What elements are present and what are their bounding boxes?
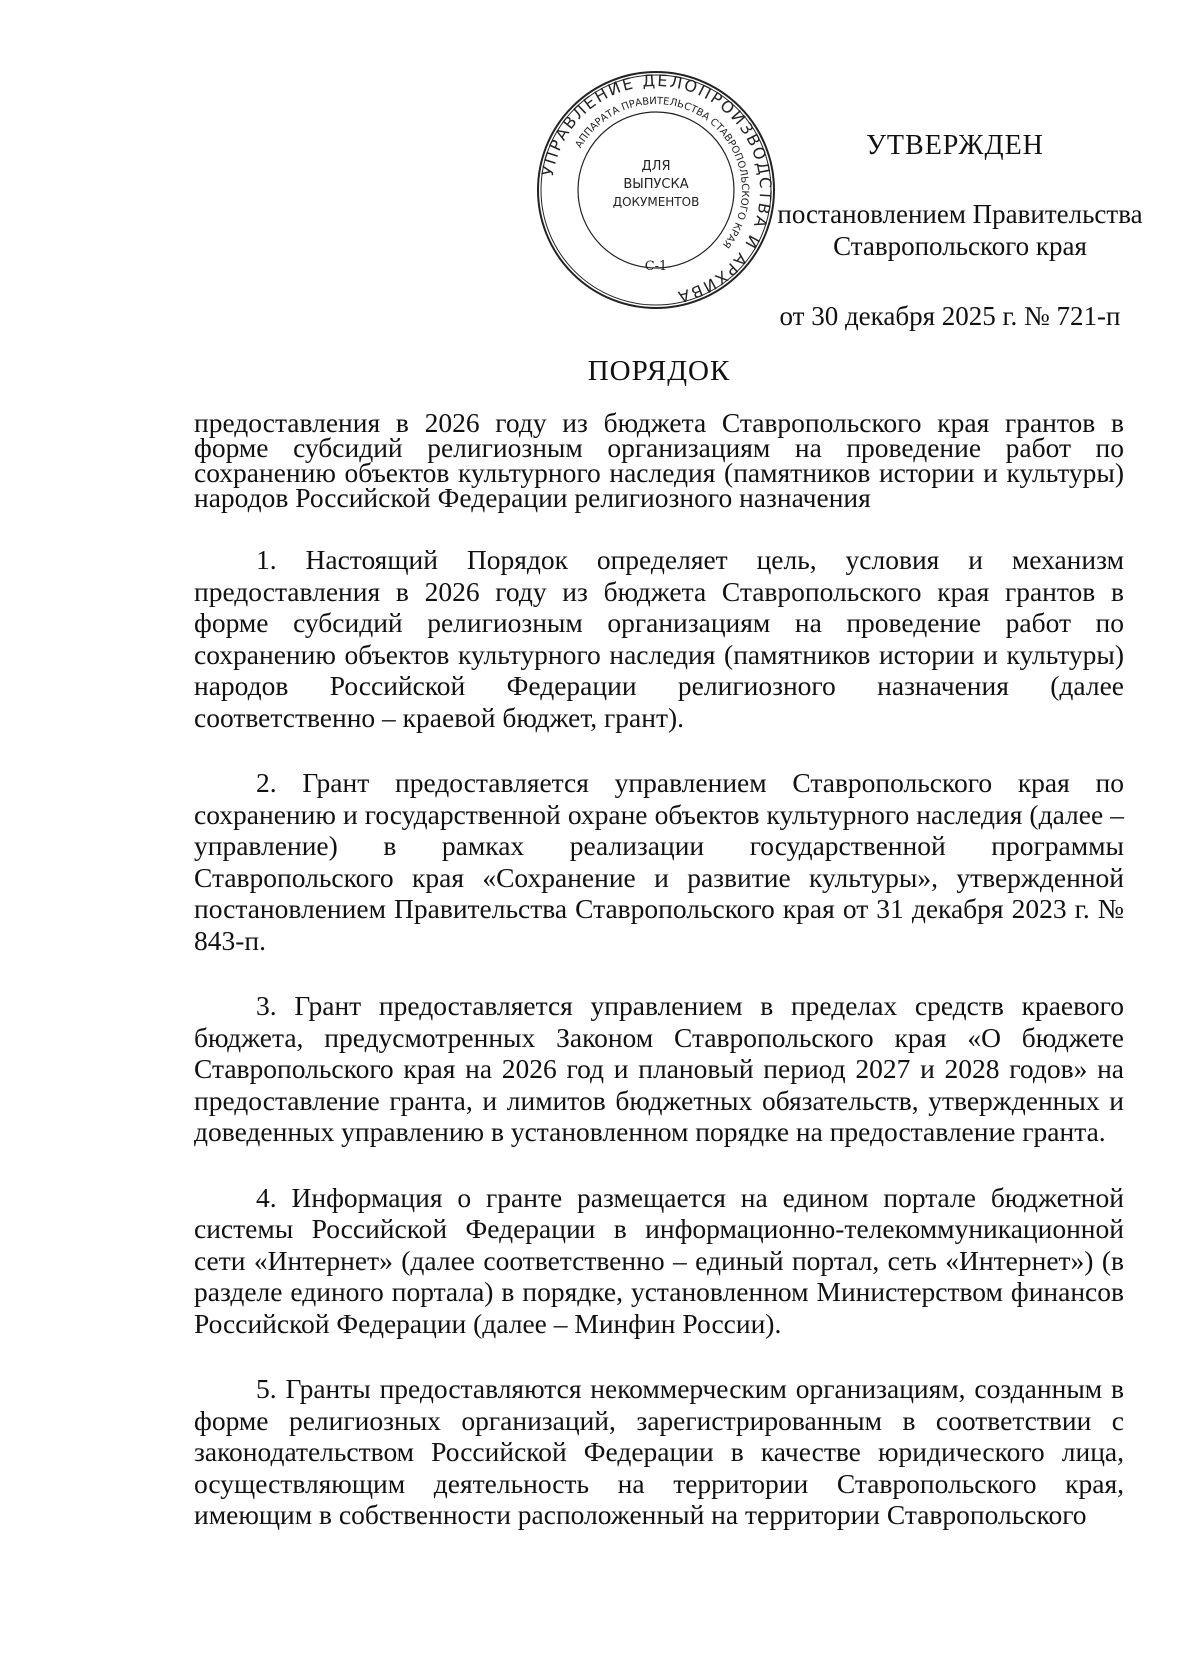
paragraph-2: 2. Грант предоставляется управлением Ставропольского края по сохранению и государственной охране объектов культурного наследия (далее – управление) в рамках реализации государственной программы Ставропольского края «Сохранение и развитие культуры», утвержденной постановлением Правительства Ставропольского края от 31 декабря 2023 г. № 843-п. (194, 767, 1124, 956)
document-body (194, 407, 1124, 1565)
seal-center-line-1: ДЛЯ (641, 159, 671, 174)
document-title: ПОРЯДОК (587, 355, 731, 387)
paragraph-1: 1. Настоящий Порядок определяет цель, условия и механизм предоставления в 2026 году из бюджета Ставропольского края грантов в форме субсидий религиозным организациям на проведение работ по сохранению объектов культурного наследия (памятников истории и культуры) народов Российской Федерации религиозного назначения (далее соответственно – краевой бюджет, грант). (194, 544, 1124, 733)
seal-outer-text: УПРАВЛЕНИЕ ДЕЛОПРОИЗВОДСТВА И АРХИВА (537, 70, 776, 307)
approved-by-decree: постановлением Правительства (777, 199, 1143, 229)
document-subtitle: предоставления в 2026 году из бюджета Ставропольского края грантов в форме субсидий религиозным организациям на проведение работ по сохранению объектов культурного наследия (памятников истории и культуры) народов Российской Федерации религиозного назначения (194, 407, 1124, 513)
seal-inner-text: АППАРАТА ПРАВИТЕЛЬСТВА СТАВРОПОЛЬСКОГО КРАЯ (573, 95, 751, 250)
approved-label: УТВЕРЖДЕН (866, 130, 1044, 161)
decree-dateline: от 30 декабря 2025 г. № 721-п (779, 301, 1121, 331)
paragraph-5: 5. Гранты предоставляются некоммерческим организациям, созданным в форме религиозных организаций, зарегистрированным в соответствии с законодательством Российской Федерации в качестве юридического лица, осуществляющим деятельность на территории Ставропольского края, имеющим в собственности расположенный на территории Ставропольского (194, 1373, 1124, 1530)
paragraph-3: 3. Грант предоставляется управлением в пределах средств краевого бюджета, предусмотренных Законом Ставропольского края «О бюджете Ставропольского края на 2026 год и плановый период 2027 и 2028 годов» на предоставление гранта, и лимитов бюджетных обязательств, утвержденных и доведенных управлению в установленном порядке на предоставление гранта. (194, 990, 1124, 1147)
paragraph-4: 4. Информация о гранте размещается на едином портале бюджетной системы Российской Федерации в информационно-телекоммуникационной сети «Интернет» (далее соответственно – единый портал, сеть «Интернет») (в разделе единого портала) в порядке, установленном Министерством финансов Российской Федерации (далее – Минфин России). (194, 1181, 1124, 1339)
seal-center-line-3: ДОКУМЕНТОВ (612, 195, 700, 209)
approved-region: Ставропольского края (833, 231, 1087, 261)
seal-center-line-2: ВЫПУСКА (623, 177, 689, 192)
approval-block (720, 130, 1160, 332)
seal-code: С-1 (644, 259, 668, 274)
